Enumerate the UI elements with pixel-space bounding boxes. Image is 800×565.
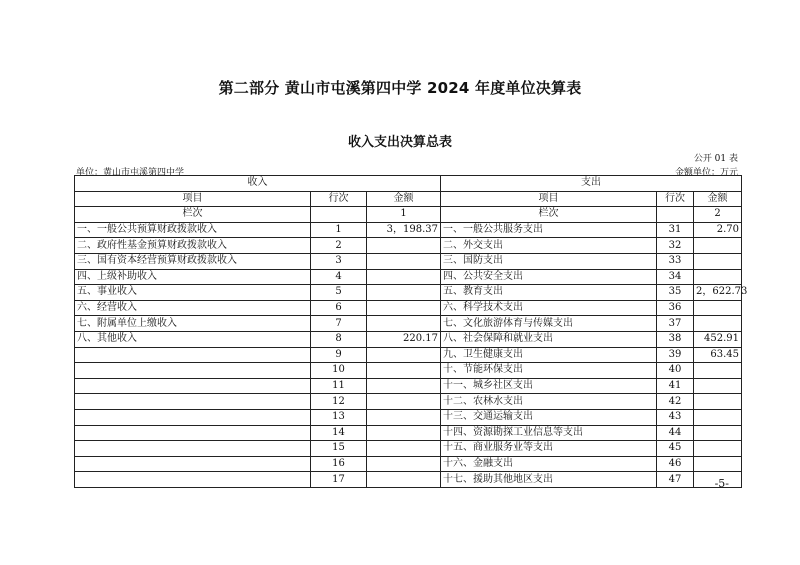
expense-line-cell: 32 xyxy=(657,238,694,254)
expense-amount-cell xyxy=(694,253,742,269)
table-row xyxy=(75,363,742,379)
expense-line-cell: 31 xyxy=(657,222,694,238)
income-amount-cell xyxy=(367,285,441,301)
expense-section-header: 支出 xyxy=(441,176,742,192)
expense-item-cell: 十四、资源勘探工业信息等支出 xyxy=(441,425,657,441)
income-line-cell: 7 xyxy=(311,316,367,332)
page-number: -5- xyxy=(714,477,729,490)
income-amount-header: 金额 xyxy=(367,191,441,207)
page-title: 第二部分 黄山市屯溪第四中学 2024 年度单位决算表 xyxy=(218,79,582,97)
income-item-cell xyxy=(75,409,311,425)
income-amount-cell xyxy=(367,441,441,457)
income-item-cell: 一、一般公共预算财政拨款收入 xyxy=(75,222,311,238)
income-amount-cell xyxy=(367,456,441,472)
income-line-header: 行次 xyxy=(311,191,367,207)
income-line-cell: 6 xyxy=(311,300,367,316)
income-amount-cell xyxy=(367,316,441,332)
income-line-cell: 5 xyxy=(311,285,367,301)
expense-line-cell: 33 xyxy=(657,253,694,269)
income-item-cell: 六、经营收入 xyxy=(75,300,311,316)
expense-line-cell: 43 xyxy=(657,409,694,425)
table-row xyxy=(75,425,742,441)
income-line-cell: 8 xyxy=(311,331,367,347)
expense-amount-cell: 2，622.73 xyxy=(694,285,742,301)
expense-amount-cell xyxy=(694,378,742,394)
expense-amount-cell xyxy=(694,300,742,316)
expense-item-cell: 二、外交支出 xyxy=(441,238,657,254)
income-item-cell xyxy=(75,394,311,410)
expense-item-cell: 十六、金融支出 xyxy=(441,456,657,472)
section-header-row xyxy=(75,176,742,192)
income-amount-index: 1 xyxy=(367,207,441,223)
expense-amount-cell xyxy=(694,409,742,425)
income-line-cell: 14 xyxy=(311,425,367,441)
income-amount-cell xyxy=(367,238,441,254)
expense-amount-cell xyxy=(694,316,742,332)
table-row xyxy=(75,331,742,347)
expense-amount-header: 金额 xyxy=(694,191,742,207)
income-line-index xyxy=(311,207,367,223)
income-expense-table xyxy=(74,175,748,488)
expense-line-cell: 46 xyxy=(657,456,694,472)
expense-line-cell: 35 xyxy=(657,285,694,301)
income-line-cell: 10 xyxy=(311,363,367,379)
form-number: 公开 01 表 xyxy=(693,154,738,164)
income-amount-cell xyxy=(367,409,441,425)
income-item-cell: 八、其他收入 xyxy=(75,331,311,347)
expense-line-cell: 37 xyxy=(657,316,694,332)
income-line-cell: 9 xyxy=(311,347,367,363)
expense-line-cell: 39 xyxy=(657,347,694,363)
currency-unit-label: 金额单位：万元 xyxy=(674,168,738,178)
income-line-cell: 1 xyxy=(311,222,367,238)
table-row xyxy=(75,238,742,254)
income-amount-cell xyxy=(367,269,441,285)
income-line-cell: 17 xyxy=(311,472,367,488)
income-item-cell: 二、政府性基金预算财政拨款收入 xyxy=(75,238,311,254)
table-row xyxy=(75,378,742,394)
expense-item-cell: 三、国防支出 xyxy=(441,253,657,269)
income-item-cell xyxy=(75,425,311,441)
table-row xyxy=(75,269,742,285)
income-amount-cell: 220.17 xyxy=(367,331,441,347)
expense-column-index-label: 栏次 xyxy=(441,207,657,223)
expense-line-cell: 38 xyxy=(657,331,694,347)
income-line-cell: 15 xyxy=(311,441,367,457)
income-item-cell xyxy=(75,441,311,457)
table-row xyxy=(75,300,742,316)
income-section-header: 收入 xyxy=(75,176,441,192)
expense-item-cell: 十一、城乡社区支出 xyxy=(441,378,657,394)
expense-line-cell: 40 xyxy=(657,363,694,379)
column-header-row xyxy=(75,191,742,207)
table-row xyxy=(75,441,742,457)
expense-item-cell: 十二、农林水支出 xyxy=(441,394,657,410)
table-row xyxy=(75,222,742,238)
table-row xyxy=(75,472,742,488)
income-amount-cell xyxy=(367,378,441,394)
table-row xyxy=(75,456,742,472)
income-column-index-label: 栏次 xyxy=(75,207,311,223)
income-amount-cell xyxy=(367,347,441,363)
income-amount-cell xyxy=(367,363,441,379)
income-amount-cell xyxy=(367,394,441,410)
income-line-cell: 3 xyxy=(311,253,367,269)
expense-item-cell: 八、社会保障和就业支出 xyxy=(441,331,657,347)
expense-amount-cell: 2.70 xyxy=(694,222,742,238)
income-item-cell xyxy=(75,347,311,363)
expense-item-cell: 九、卫生健康支出 xyxy=(441,347,657,363)
expense-line-cell: 44 xyxy=(657,425,694,441)
income-line-cell: 2 xyxy=(311,238,367,254)
table-row xyxy=(75,347,742,363)
expense-amount-cell xyxy=(694,238,742,254)
table-title: 收入支出决算总表 xyxy=(347,135,452,150)
expense-item-header: 项目 xyxy=(441,191,657,207)
expense-item-cell: 十、节能环保支出 xyxy=(441,363,657,379)
income-line-cell: 11 xyxy=(311,378,367,394)
table-row xyxy=(75,285,742,301)
expense-amount-cell: 452.91 xyxy=(694,331,742,347)
income-amount-cell xyxy=(367,253,441,269)
column-index-row xyxy=(75,207,742,223)
unit-label: 单位：黄山市屯溪第四中学 xyxy=(76,168,185,178)
table-row xyxy=(75,253,742,269)
expense-item-cell: 十七、援助其他地区支出 xyxy=(441,472,657,488)
expense-amount-cell: 63.45 xyxy=(694,347,742,363)
expense-item-cell: 七、文化旅游体育与传媒支出 xyxy=(441,316,657,332)
income-line-cell: 12 xyxy=(311,394,367,410)
expense-item-cell: 六、科学技术支出 xyxy=(441,300,657,316)
expense-line-cell: 41 xyxy=(657,378,694,394)
expense-item-cell: 十三、交通运输支出 xyxy=(441,409,657,425)
income-item-cell xyxy=(75,456,311,472)
income-amount-cell: 3，198.37 xyxy=(367,222,441,238)
expense-line-cell: 45 xyxy=(657,441,694,457)
expense-amount-cell xyxy=(694,363,742,379)
income-item-cell xyxy=(75,472,311,488)
income-line-cell: 4 xyxy=(311,269,367,285)
expense-line-cell: 42 xyxy=(657,394,694,410)
expense-line-header: 行次 xyxy=(657,191,694,207)
income-amount-cell xyxy=(367,472,441,488)
table-row xyxy=(75,409,742,425)
expense-amount-cell xyxy=(694,441,742,457)
expense-amount-cell xyxy=(694,425,742,441)
income-item-cell: 五、事业收入 xyxy=(75,285,311,301)
table-row xyxy=(75,394,742,410)
table-row xyxy=(75,316,742,332)
expense-item-cell: 五、教育支出 xyxy=(441,285,657,301)
income-line-cell: 13 xyxy=(311,409,367,425)
income-amount-cell xyxy=(367,300,441,316)
expense-line-cell: 47 xyxy=(657,472,694,488)
income-item-cell xyxy=(75,378,311,394)
expense-amount-cell xyxy=(694,394,742,410)
expense-line-cell: 34 xyxy=(657,269,694,285)
expense-item-cell: 一、一般公共服务支出 xyxy=(441,222,657,238)
expense-amount-index: 2 xyxy=(694,207,742,223)
expense-amount-cell xyxy=(694,456,742,472)
expense-line-cell: 36 xyxy=(657,300,694,316)
income-amount-cell xyxy=(367,425,441,441)
expense-amount-cell xyxy=(694,269,742,285)
income-item-header: 项目 xyxy=(75,191,311,207)
income-item-cell: 七、附属单位上缴收入 xyxy=(75,316,311,332)
income-item-cell: 四、上级补助收入 xyxy=(75,269,311,285)
expense-line-index xyxy=(657,207,694,223)
expense-item-cell: 十五、商业服务业等支出 xyxy=(441,441,657,457)
expense-item-cell: 四、公共安全支出 xyxy=(441,269,657,285)
income-item-cell xyxy=(75,363,311,379)
income-line-cell: 16 xyxy=(311,456,367,472)
income-item-cell: 三、国有资本经营预算财政拨款收入 xyxy=(75,253,311,269)
